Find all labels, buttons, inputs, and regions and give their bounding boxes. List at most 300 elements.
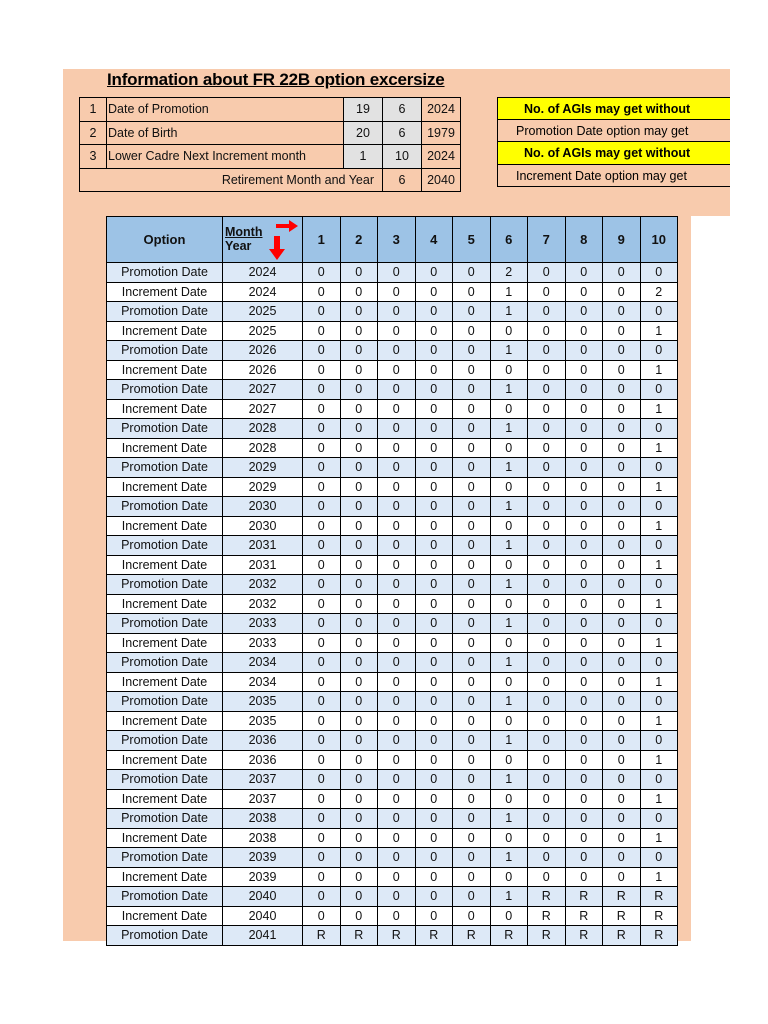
agi-count-cell[interactable]: 0 bbox=[640, 458, 678, 478]
agi-count-cell[interactable]: 1 bbox=[490, 692, 528, 712]
agi-count-cell[interactable]: 0 bbox=[490, 360, 528, 380]
agi-count-cell[interactable]: 0 bbox=[528, 458, 566, 478]
agi-count-cell[interactable]: 0 bbox=[378, 633, 416, 653]
agi-count-cell[interactable]: 0 bbox=[340, 516, 378, 536]
agi-count-cell[interactable]: 0 bbox=[415, 692, 453, 712]
agi-count-cell[interactable]: 0 bbox=[453, 419, 491, 439]
agi-count-cell[interactable]: 0 bbox=[453, 399, 491, 419]
agi-count-cell[interactable]: 0 bbox=[303, 458, 341, 478]
agi-count-cell[interactable]: 0 bbox=[378, 399, 416, 419]
year-cell[interactable]: 2038 bbox=[223, 809, 303, 829]
agi-count-cell[interactable]: 0 bbox=[415, 360, 453, 380]
agi-count-cell[interactable]: 0 bbox=[303, 399, 341, 419]
agi-count-cell[interactable]: 0 bbox=[528, 477, 566, 497]
year-cell[interactable]: 2032 bbox=[223, 594, 303, 614]
agi-count-cell[interactable]: 0 bbox=[378, 828, 416, 848]
agi-count-cell[interactable]: 0 bbox=[415, 263, 453, 283]
option-cell[interactable]: Increment Date bbox=[107, 321, 223, 341]
agi-count-cell[interactable]: 0 bbox=[603, 672, 641, 692]
agi-count-cell[interactable]: 0 bbox=[528, 575, 566, 595]
year-cell[interactable]: 2030 bbox=[223, 516, 303, 536]
agi-count-cell[interactable]: 0 bbox=[378, 419, 416, 439]
year-cell[interactable]: 2034 bbox=[223, 653, 303, 673]
agi-count-cell[interactable]: 0 bbox=[340, 321, 378, 341]
agi-count-cell[interactable]: 0 bbox=[378, 750, 416, 770]
agi-count-cell[interactable]: 0 bbox=[528, 380, 566, 400]
agi-count-cell[interactable]: 0 bbox=[378, 360, 416, 380]
agi-count-cell[interactable]: 0 bbox=[378, 594, 416, 614]
agi-count-cell[interactable]: 0 bbox=[340, 789, 378, 809]
agi-count-cell[interactable]: 0 bbox=[378, 653, 416, 673]
retirement-month-cell[interactable]: 6 bbox=[383, 168, 422, 192]
agi-count-cell[interactable]: 0 bbox=[303, 614, 341, 634]
agi-count-cell[interactable]: 0 bbox=[640, 653, 678, 673]
year-cell[interactable]: 2031 bbox=[223, 555, 303, 575]
agi-count-cell[interactable]: 0 bbox=[340, 458, 378, 478]
agi-count-cell[interactable]: 0 bbox=[603, 263, 641, 283]
agi-count-cell[interactable]: 0 bbox=[640, 536, 678, 556]
agi-count-cell[interactable]: 0 bbox=[415, 536, 453, 556]
agi-count-cell[interactable]: 0 bbox=[378, 672, 416, 692]
agi-count-cell[interactable]: 0 bbox=[378, 458, 416, 478]
agi-count-cell[interactable]: 0 bbox=[528, 731, 566, 751]
agi-count-cell[interactable]: 0 bbox=[603, 438, 641, 458]
agi-count-cell[interactable]: 1 bbox=[490, 848, 528, 868]
agi-count-cell[interactable]: 0 bbox=[528, 809, 566, 829]
year-cell[interactable]: 2040 bbox=[223, 906, 303, 926]
agi-count-cell[interactable]: 0 bbox=[340, 341, 378, 361]
agi-count-cell[interactable]: 1 bbox=[490, 770, 528, 790]
year-cell[interactable]: 2033 bbox=[223, 614, 303, 634]
agi-count-cell[interactable]: 1 bbox=[640, 321, 678, 341]
agi-count-cell[interactable]: 0 bbox=[640, 263, 678, 283]
year-cell[interactable]: 2036 bbox=[223, 731, 303, 751]
agi-count-cell[interactable]: 1 bbox=[490, 809, 528, 829]
agi-count-cell[interactable]: 0 bbox=[415, 828, 453, 848]
agi-count-cell[interactable]: 0 bbox=[415, 906, 453, 926]
agi-count-cell[interactable]: 0 bbox=[303, 809, 341, 829]
agi-count-cell[interactable]: 0 bbox=[453, 770, 491, 790]
year-cell[interactable]: 2037 bbox=[223, 789, 303, 809]
agi-count-cell[interactable]: R bbox=[565, 926, 603, 946]
agi-count-cell[interactable]: 0 bbox=[378, 731, 416, 751]
agi-count-cell[interactable]: 0 bbox=[565, 536, 603, 556]
agi-count-cell[interactable]: 0 bbox=[640, 809, 678, 829]
agi-count-cell[interactable]: 0 bbox=[453, 282, 491, 302]
agi-count-cell[interactable]: 0 bbox=[378, 555, 416, 575]
agi-count-cell[interactable]: 1 bbox=[490, 282, 528, 302]
option-cell[interactable]: Promotion Date bbox=[107, 848, 223, 868]
agi-count-cell[interactable]: 0 bbox=[303, 536, 341, 556]
agi-count-cell[interactable]: 0 bbox=[415, 555, 453, 575]
agi-count-cell[interactable]: R bbox=[528, 887, 566, 907]
agi-count-cell[interactable]: R bbox=[303, 926, 341, 946]
option-cell[interactable]: Promotion Date bbox=[107, 536, 223, 556]
agi-count-cell[interactable]: 0 bbox=[453, 614, 491, 634]
agi-count-cell[interactable]: 0 bbox=[453, 633, 491, 653]
agi-count-cell[interactable]: 0 bbox=[603, 419, 641, 439]
agi-count-cell[interactable]: 0 bbox=[528, 497, 566, 517]
year-cell[interactable]: 2029 bbox=[223, 458, 303, 478]
agi-count-cell[interactable]: 0 bbox=[603, 516, 641, 536]
agi-count-cell[interactable]: 0 bbox=[490, 477, 528, 497]
agi-count-cell[interactable]: 1 bbox=[490, 302, 528, 322]
agi-count-cell[interactable]: 0 bbox=[565, 438, 603, 458]
year-cell[interactable]: 2031 bbox=[223, 536, 303, 556]
agi-count-cell[interactable]: R bbox=[603, 926, 641, 946]
agi-count-cell[interactable]: 0 bbox=[528, 555, 566, 575]
agi-count-cell[interactable]: 0 bbox=[453, 828, 491, 848]
agi-count-cell[interactable]: 0 bbox=[565, 594, 603, 614]
agi-count-cell[interactable]: 0 bbox=[453, 516, 491, 536]
agi-count-cell[interactable]: 0 bbox=[565, 692, 603, 712]
agi-count-cell[interactable]: 0 bbox=[453, 672, 491, 692]
agi-count-cell[interactable]: 0 bbox=[415, 887, 453, 907]
agi-count-cell[interactable]: 1 bbox=[640, 633, 678, 653]
option-cell[interactable]: Increment Date bbox=[107, 438, 223, 458]
agi-count-cell[interactable]: 0 bbox=[303, 750, 341, 770]
agi-count-cell[interactable]: 1 bbox=[490, 419, 528, 439]
agi-count-cell[interactable]: 0 bbox=[565, 711, 603, 731]
agi-count-cell[interactable]: 0 bbox=[603, 497, 641, 517]
agi-count-cell[interactable]: 0 bbox=[528, 438, 566, 458]
agi-count-cell[interactable]: 0 bbox=[490, 438, 528, 458]
year-cell[interactable]: 2037 bbox=[223, 770, 303, 790]
agi-count-cell[interactable]: R bbox=[565, 887, 603, 907]
option-cell[interactable]: Promotion Date bbox=[107, 341, 223, 361]
agi-count-cell[interactable]: 0 bbox=[490, 828, 528, 848]
agi-count-cell[interactable]: 0 bbox=[378, 867, 416, 887]
year-cell[interactable]: 2038 bbox=[223, 828, 303, 848]
option-cell[interactable]: Increment Date bbox=[107, 633, 223, 653]
option-cell[interactable]: Promotion Date bbox=[107, 926, 223, 946]
agi-count-cell[interactable]: 0 bbox=[490, 750, 528, 770]
year-cell[interactable]: 2026 bbox=[223, 360, 303, 380]
agi-count-cell[interactable]: R bbox=[565, 906, 603, 926]
agi-count-cell[interactable]: 0 bbox=[603, 653, 641, 673]
retirement-year-cell[interactable]: 2040 bbox=[422, 168, 461, 192]
agi-count-cell[interactable]: 0 bbox=[603, 555, 641, 575]
agi-count-cell[interactable]: R bbox=[603, 906, 641, 926]
info-day-cell[interactable]: 1 bbox=[344, 145, 383, 169]
agi-count-cell[interactable]: R bbox=[528, 926, 566, 946]
agi-count-cell[interactable]: 0 bbox=[603, 731, 641, 751]
agi-count-cell[interactable]: R bbox=[453, 926, 491, 946]
option-cell[interactable]: Increment Date bbox=[107, 399, 223, 419]
agi-count-cell[interactable]: 0 bbox=[303, 828, 341, 848]
agi-count-cell[interactable]: 0 bbox=[528, 633, 566, 653]
agi-count-cell[interactable]: 0 bbox=[528, 321, 566, 341]
agi-count-cell[interactable]: 0 bbox=[415, 380, 453, 400]
agi-count-cell[interactable]: 0 bbox=[340, 263, 378, 283]
agi-count-cell[interactable]: 1 bbox=[640, 438, 678, 458]
agi-count-cell[interactable]: 0 bbox=[453, 263, 491, 283]
agi-count-cell[interactable]: 0 bbox=[415, 575, 453, 595]
agi-count-cell[interactable]: R bbox=[640, 926, 678, 946]
agi-count-cell[interactable]: 0 bbox=[528, 594, 566, 614]
agi-count-cell[interactable]: 0 bbox=[528, 750, 566, 770]
agi-count-cell[interactable]: 0 bbox=[565, 321, 603, 341]
agi-count-cell[interactable]: 0 bbox=[340, 419, 378, 439]
agi-count-cell[interactable]: 0 bbox=[415, 438, 453, 458]
agi-count-cell[interactable]: 0 bbox=[603, 711, 641, 731]
option-cell[interactable]: Increment Date bbox=[107, 828, 223, 848]
year-cell[interactable]: 2040 bbox=[223, 887, 303, 907]
agi-count-cell[interactable]: 0 bbox=[303, 653, 341, 673]
agi-count-cell[interactable]: 0 bbox=[453, 458, 491, 478]
agi-count-cell[interactable]: 0 bbox=[565, 848, 603, 868]
agi-count-cell[interactable]: 1 bbox=[640, 477, 678, 497]
agi-count-cell[interactable]: 1 bbox=[490, 341, 528, 361]
agi-count-cell[interactable]: 0 bbox=[640, 497, 678, 517]
agi-count-cell[interactable]: 1 bbox=[640, 867, 678, 887]
year-cell[interactable]: 2025 bbox=[223, 302, 303, 322]
agi-count-cell[interactable]: 0 bbox=[528, 828, 566, 848]
agi-count-cell[interactable]: 0 bbox=[340, 867, 378, 887]
agi-count-cell[interactable]: 0 bbox=[490, 906, 528, 926]
info-year-cell[interactable]: 1979 bbox=[422, 121, 461, 145]
agi-count-cell[interactable]: 0 bbox=[453, 321, 491, 341]
agi-count-cell[interactable]: 0 bbox=[565, 867, 603, 887]
option-cell[interactable]: Promotion Date bbox=[107, 653, 223, 673]
agi-count-cell[interactable]: 0 bbox=[378, 770, 416, 790]
agi-count-cell[interactable]: 0 bbox=[340, 536, 378, 556]
option-cell[interactable]: Promotion Date bbox=[107, 419, 223, 439]
agi-count-cell[interactable]: 0 bbox=[565, 302, 603, 322]
agi-count-cell[interactable]: 0 bbox=[378, 887, 416, 907]
agi-count-cell[interactable]: 0 bbox=[378, 282, 416, 302]
agi-count-cell[interactable]: 0 bbox=[603, 614, 641, 634]
agi-count-cell[interactable]: 0 bbox=[340, 633, 378, 653]
agi-count-cell[interactable]: 0 bbox=[303, 672, 341, 692]
year-cell[interactable]: 2041 bbox=[223, 926, 303, 946]
agi-count-cell[interactable]: 0 bbox=[453, 477, 491, 497]
option-cell[interactable]: Promotion Date bbox=[107, 302, 223, 322]
agi-count-cell[interactable]: 0 bbox=[640, 575, 678, 595]
agi-count-cell[interactable]: 0 bbox=[603, 477, 641, 497]
agi-count-cell[interactable]: 0 bbox=[640, 731, 678, 751]
agi-count-cell[interactable]: R bbox=[640, 906, 678, 926]
agi-count-cell[interactable]: 1 bbox=[640, 516, 678, 536]
agi-count-cell[interactable]: 0 bbox=[603, 575, 641, 595]
agi-count-cell[interactable]: 0 bbox=[453, 653, 491, 673]
agi-count-cell[interactable]: 1 bbox=[490, 497, 528, 517]
agi-count-cell[interactable]: 0 bbox=[490, 633, 528, 653]
agi-count-cell[interactable]: 0 bbox=[303, 789, 341, 809]
agi-count-cell[interactable]: 0 bbox=[453, 848, 491, 868]
agi-count-cell[interactable]: 0 bbox=[303, 770, 341, 790]
agi-count-cell[interactable]: 0 bbox=[453, 731, 491, 751]
info-year-cell[interactable]: 2024 bbox=[422, 145, 461, 169]
agi-count-cell[interactable]: 0 bbox=[378, 575, 416, 595]
agi-count-cell[interactable]: 1 bbox=[640, 594, 678, 614]
agi-count-cell[interactable]: 0 bbox=[378, 341, 416, 361]
agi-count-cell[interactable]: 0 bbox=[340, 282, 378, 302]
agi-count-cell[interactable]: 0 bbox=[303, 555, 341, 575]
agi-count-cell[interactable]: 0 bbox=[640, 341, 678, 361]
agi-count-cell[interactable]: 0 bbox=[378, 321, 416, 341]
agi-count-cell[interactable]: 0 bbox=[565, 789, 603, 809]
agi-count-cell[interactable]: 0 bbox=[453, 692, 491, 712]
agi-count-cell[interactable]: 0 bbox=[340, 809, 378, 829]
agi-count-cell[interactable]: 0 bbox=[453, 360, 491, 380]
agi-count-cell[interactable]: 0 bbox=[490, 321, 528, 341]
year-cell[interactable]: 2033 bbox=[223, 633, 303, 653]
agi-count-cell[interactable]: 0 bbox=[340, 653, 378, 673]
agi-count-cell[interactable]: 0 bbox=[603, 399, 641, 419]
year-cell[interactable]: 2028 bbox=[223, 419, 303, 439]
agi-count-cell[interactable]: 0 bbox=[528, 789, 566, 809]
agi-count-cell[interactable]: 0 bbox=[565, 516, 603, 536]
agi-count-cell[interactable]: 0 bbox=[415, 497, 453, 517]
agi-count-cell[interactable]: 0 bbox=[490, 516, 528, 536]
agi-count-cell[interactable]: 1 bbox=[490, 536, 528, 556]
agi-count-cell[interactable]: 0 bbox=[340, 360, 378, 380]
agi-count-cell[interactable]: 0 bbox=[640, 692, 678, 712]
year-cell[interactable]: 2036 bbox=[223, 750, 303, 770]
year-cell[interactable]: 2026 bbox=[223, 341, 303, 361]
agi-count-cell[interactable]: 0 bbox=[528, 848, 566, 868]
agi-count-cell[interactable]: 0 bbox=[303, 360, 341, 380]
agi-count-cell[interactable]: 0 bbox=[303, 477, 341, 497]
agi-count-cell[interactable]: 0 bbox=[415, 633, 453, 653]
option-cell[interactable]: Increment Date bbox=[107, 555, 223, 575]
agi-count-cell[interactable]: 0 bbox=[603, 321, 641, 341]
agi-count-cell[interactable]: 0 bbox=[415, 848, 453, 868]
agi-count-cell[interactable]: 0 bbox=[340, 887, 378, 907]
agi-count-cell[interactable]: 0 bbox=[528, 711, 566, 731]
year-cell[interactable]: 2025 bbox=[223, 321, 303, 341]
agi-count-cell[interactable]: 0 bbox=[415, 653, 453, 673]
agi-count-cell[interactable]: 0 bbox=[303, 633, 341, 653]
agi-count-cell[interactable]: 0 bbox=[640, 614, 678, 634]
agi-count-cell[interactable]: 1 bbox=[640, 789, 678, 809]
agi-count-cell[interactable]: 0 bbox=[565, 770, 603, 790]
year-cell[interactable]: 2039 bbox=[223, 867, 303, 887]
option-cell[interactable]: Promotion Date bbox=[107, 575, 223, 595]
agi-count-cell[interactable]: 0 bbox=[415, 594, 453, 614]
agi-count-cell[interactable]: 0 bbox=[340, 438, 378, 458]
agi-count-cell[interactable]: 0 bbox=[565, 341, 603, 361]
agi-count-cell[interactable]: 1 bbox=[490, 575, 528, 595]
agi-count-cell[interactable]: 0 bbox=[490, 399, 528, 419]
agi-count-cell[interactable]: 0 bbox=[453, 711, 491, 731]
agi-count-cell[interactable]: 0 bbox=[378, 906, 416, 926]
agi-count-cell[interactable]: 2 bbox=[490, 263, 528, 283]
agi-count-cell[interactable]: 0 bbox=[303, 867, 341, 887]
agi-count-cell[interactable]: 1 bbox=[640, 399, 678, 419]
agi-count-cell[interactable]: R bbox=[603, 887, 641, 907]
option-cell[interactable]: Promotion Date bbox=[107, 263, 223, 283]
agi-count-cell[interactable]: 0 bbox=[528, 672, 566, 692]
year-cell[interactable]: 2024 bbox=[223, 282, 303, 302]
option-cell[interactable]: Increment Date bbox=[107, 360, 223, 380]
agi-count-cell[interactable]: 1 bbox=[490, 887, 528, 907]
agi-count-cell[interactable]: 0 bbox=[415, 458, 453, 478]
agi-count-cell[interactable]: 0 bbox=[378, 711, 416, 731]
agi-count-cell[interactable]: 0 bbox=[303, 692, 341, 712]
agi-count-cell[interactable]: 0 bbox=[303, 321, 341, 341]
option-cell[interactable]: Increment Date bbox=[107, 282, 223, 302]
agi-count-cell[interactable]: 0 bbox=[603, 594, 641, 614]
agi-count-cell[interactable]: 0 bbox=[415, 419, 453, 439]
agi-count-cell[interactable]: 0 bbox=[453, 575, 491, 595]
agi-count-cell[interactable]: 1 bbox=[640, 828, 678, 848]
agi-count-cell[interactable]: 0 bbox=[603, 633, 641, 653]
agi-count-cell[interactable]: 0 bbox=[415, 614, 453, 634]
agi-count-cell[interactable]: 0 bbox=[565, 282, 603, 302]
agi-count-cell[interactable]: 0 bbox=[303, 848, 341, 868]
option-cell[interactable]: Promotion Date bbox=[107, 887, 223, 907]
agi-count-cell[interactable]: 0 bbox=[378, 614, 416, 634]
year-cell[interactable]: 2035 bbox=[223, 711, 303, 731]
agi-count-cell[interactable]: 0 bbox=[415, 867, 453, 887]
agi-count-cell[interactable]: 0 bbox=[528, 302, 566, 322]
agi-count-cell[interactable]: 0 bbox=[378, 438, 416, 458]
agi-count-cell[interactable]: 0 bbox=[453, 536, 491, 556]
agi-count-cell[interactable]: 0 bbox=[603, 380, 641, 400]
agi-count-cell[interactable]: 1 bbox=[640, 360, 678, 380]
agi-count-cell[interactable]: 0 bbox=[378, 692, 416, 712]
agi-count-cell[interactable]: 0 bbox=[528, 263, 566, 283]
agi-count-cell[interactable]: 0 bbox=[565, 263, 603, 283]
agi-count-cell[interactable]: 0 bbox=[303, 419, 341, 439]
year-cell[interactable]: 2032 bbox=[223, 575, 303, 595]
agi-count-cell[interactable]: 0 bbox=[565, 575, 603, 595]
agi-count-cell[interactable]: 0 bbox=[415, 711, 453, 731]
agi-count-cell[interactable]: 0 bbox=[528, 653, 566, 673]
agi-count-cell[interactable]: 0 bbox=[340, 770, 378, 790]
option-cell[interactable]: Increment Date bbox=[107, 711, 223, 731]
agi-count-cell[interactable]: 0 bbox=[490, 672, 528, 692]
agi-count-cell[interactable]: 0 bbox=[340, 711, 378, 731]
info-month-cell[interactable]: 10 bbox=[383, 145, 422, 169]
agi-count-cell[interactable]: 0 bbox=[415, 789, 453, 809]
agi-count-cell[interactable]: 0 bbox=[603, 692, 641, 712]
agi-count-cell[interactable]: R bbox=[640, 887, 678, 907]
agi-count-cell[interactable]: 0 bbox=[528, 692, 566, 712]
agi-count-cell[interactable]: 0 bbox=[340, 594, 378, 614]
agi-count-cell[interactable]: 0 bbox=[528, 399, 566, 419]
agi-count-cell[interactable]: 0 bbox=[490, 711, 528, 731]
agi-count-cell[interactable]: R bbox=[490, 926, 528, 946]
option-cell[interactable]: Increment Date bbox=[107, 750, 223, 770]
agi-count-cell[interactable]: 0 bbox=[603, 789, 641, 809]
agi-count-cell[interactable]: 0 bbox=[603, 867, 641, 887]
agi-count-cell[interactable]: 0 bbox=[565, 828, 603, 848]
agi-count-cell[interactable]: 0 bbox=[528, 341, 566, 361]
year-cell[interactable]: 2027 bbox=[223, 380, 303, 400]
agi-count-cell[interactable]: 1 bbox=[640, 750, 678, 770]
agi-count-cell[interactable]: 0 bbox=[303, 341, 341, 361]
agi-count-cell[interactable]: 0 bbox=[640, 770, 678, 790]
agi-count-cell[interactable]: 0 bbox=[453, 438, 491, 458]
agi-count-cell[interactable]: 0 bbox=[453, 887, 491, 907]
agi-count-cell[interactable]: 1 bbox=[640, 711, 678, 731]
agi-count-cell[interactable]: 0 bbox=[303, 711, 341, 731]
agi-count-cell[interactable]: R bbox=[340, 926, 378, 946]
agi-count-cell[interactable]: 0 bbox=[528, 770, 566, 790]
option-cell[interactable]: Increment Date bbox=[107, 867, 223, 887]
agi-count-cell[interactable]: 1 bbox=[490, 653, 528, 673]
agi-count-cell[interactable]: 0 bbox=[340, 497, 378, 517]
agi-count-cell[interactable]: 0 bbox=[528, 282, 566, 302]
agi-count-cell[interactable]: 0 bbox=[303, 516, 341, 536]
agi-count-cell[interactable]: 0 bbox=[565, 458, 603, 478]
agi-count-cell[interactable]: 0 bbox=[303, 263, 341, 283]
agi-count-cell[interactable]: 1 bbox=[490, 458, 528, 478]
agi-count-cell[interactable]: 0 bbox=[565, 750, 603, 770]
